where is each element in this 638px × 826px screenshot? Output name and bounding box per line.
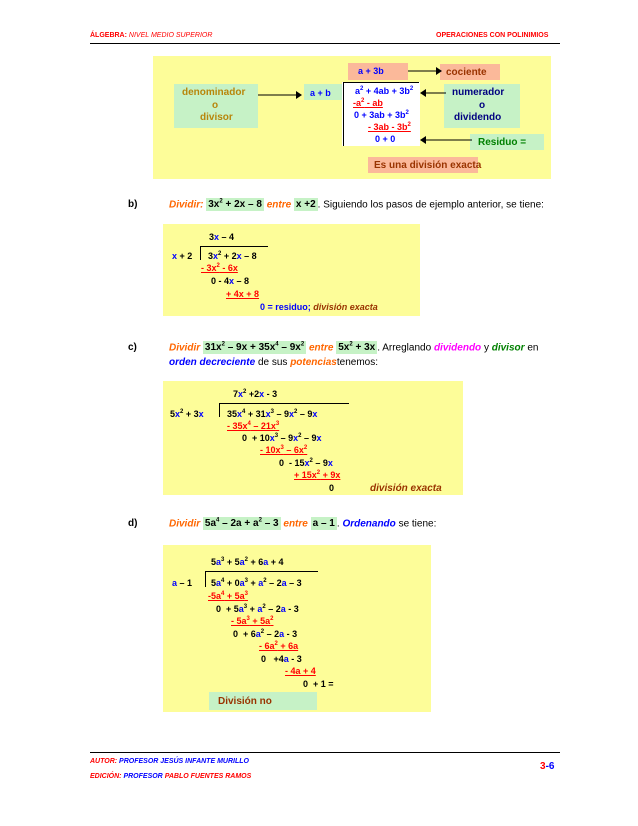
label-d: d)	[128, 518, 138, 529]
arrow-icon	[420, 88, 446, 98]
c-line-4: - $10x^3 - 6x^2$	[260, 445, 308, 455]
d-quotient: $5a^3 + 5a^2 + 6a + 4$	[211, 557, 284, 567]
line-3: $0 + 3ab + 3b^2$	[354, 110, 409, 120]
line-4: - $3ab - 3b^2$	[368, 122, 411, 132]
d-line-9: 0 + 1 =	[303, 679, 334, 689]
d-line-6: - $6a^2 + 6a$	[259, 641, 299, 651]
b-result: 0 = residuo; división exacta	[260, 302, 378, 312]
b-line-1: $3x^2 + 2x - 8$	[208, 251, 257, 261]
c-statement: Dividir $31x^2 - 9x + 35x^4 - 9x^2$ entre $5x^2 + 3x$ . Arreglando dividendo y divisor en	[169, 342, 539, 354]
d-line-8: - 4a + 4	[285, 666, 316, 676]
d-line-4: - $5a^3 + 5a^2$	[231, 616, 274, 626]
footer-autor: AUTOR: PROFESOR JESÚS INFANTE MURILLO	[90, 758, 249, 765]
d-statement: Dividir $5a^4 - 2a + a^2 - 3$ entre a – 1 . Ordenando se tiene:	[169, 518, 437, 530]
divisor-expr: a + b	[310, 88, 331, 98]
d-line-5: $0 + 6a^2 - 2a - 3$	[233, 629, 298, 639]
numerador-label: numerador	[452, 87, 505, 98]
label-b: b)	[128, 199, 138, 210]
o-label: o	[212, 100, 219, 111]
c-line-3: $0 + 10x^3 - 9x^2 - 9x$	[242, 433, 322, 443]
d-line-1: $5a^4 + 0a^3 + a^2 - 2a - 3$	[211, 578, 302, 588]
header-right: OPERACIONES CON POLINIMIOS	[436, 32, 549, 39]
c-line-2: - $35x^4 - 21x^3$	[227, 421, 280, 431]
c-line-6: + $15x^2 + 9x$	[294, 470, 341, 480]
header-left: ÁLGEBRA: NIVEL MEDIO SUPERIOR	[90, 32, 213, 39]
line-5: 0 + 0	[375, 134, 396, 144]
c-line-1: $35x^4 + 31x^3 - 9x^2 - 9x$	[227, 409, 318, 419]
b-statement: Dividir: $3x^2 + 2x - 8$ entre x +2 . Siguiendo los pasos de ejemplo anterior, se tiene:	[169, 199, 544, 211]
d-line-7: 0 +4a - 3	[261, 654, 302, 664]
label-c: c)	[128, 342, 137, 353]
arrow-icon	[420, 135, 472, 145]
cociente-label: cociente	[446, 67, 487, 78]
b-line-2: - $3x^2 - 6x$	[201, 263, 238, 273]
dividendo-label: dividendo	[454, 112, 502, 123]
line-2: $-a^2$ - ab	[353, 98, 383, 108]
c-divisor: $5x^2 + 3x$	[170, 409, 204, 419]
cociente-expr: a + 3b	[358, 66, 384, 76]
c-statement-2: orden decreciente de sus potenciastenemos:	[169, 357, 379, 368]
d-line-2: $-5a^4 + 5a^3$	[208, 591, 248, 601]
c-quotient: $7x^2 +2x - 3$	[233, 389, 278, 399]
exacta-label: Es una división exacta	[374, 160, 482, 171]
residuo-label: Residuo =	[478, 137, 527, 148]
c-line-7: 0	[329, 483, 335, 493]
arrow-icon	[408, 66, 442, 76]
b-line-4: + 4x + 8	[226, 289, 260, 299]
page-number: 3-6	[540, 761, 555, 772]
header-rule	[90, 43, 560, 44]
divisor-label: divisor	[200, 112, 233, 123]
footer-edicion: EDICIÓN: PROFESOR PABLO FUENTES RAMOS	[90, 773, 252, 780]
arrow-icon	[258, 90, 302, 100]
o2-label: o	[479, 100, 486, 111]
denominador-label: denominador	[182, 87, 246, 98]
c-line-5: $0 - 15x^2 - 9x$	[279, 458, 333, 468]
d-divisor: a – 1	[172, 578, 193, 588]
c-exacta: división exacta	[370, 483, 442, 494]
b-line-3: 0 - 4x – 8	[211, 276, 250, 286]
footer-rule	[90, 752, 560, 753]
line-1: $a^2 + 4ab + 3b^2$	[355, 86, 414, 96]
d-line-3: $0 + 5a^3 + a^2 - 2a - 3$	[216, 604, 299, 614]
d-no-label: División no	[218, 696, 272, 707]
b-divisor: x + 2	[172, 251, 193, 261]
b-quotient: 3x – 4	[209, 232, 235, 242]
